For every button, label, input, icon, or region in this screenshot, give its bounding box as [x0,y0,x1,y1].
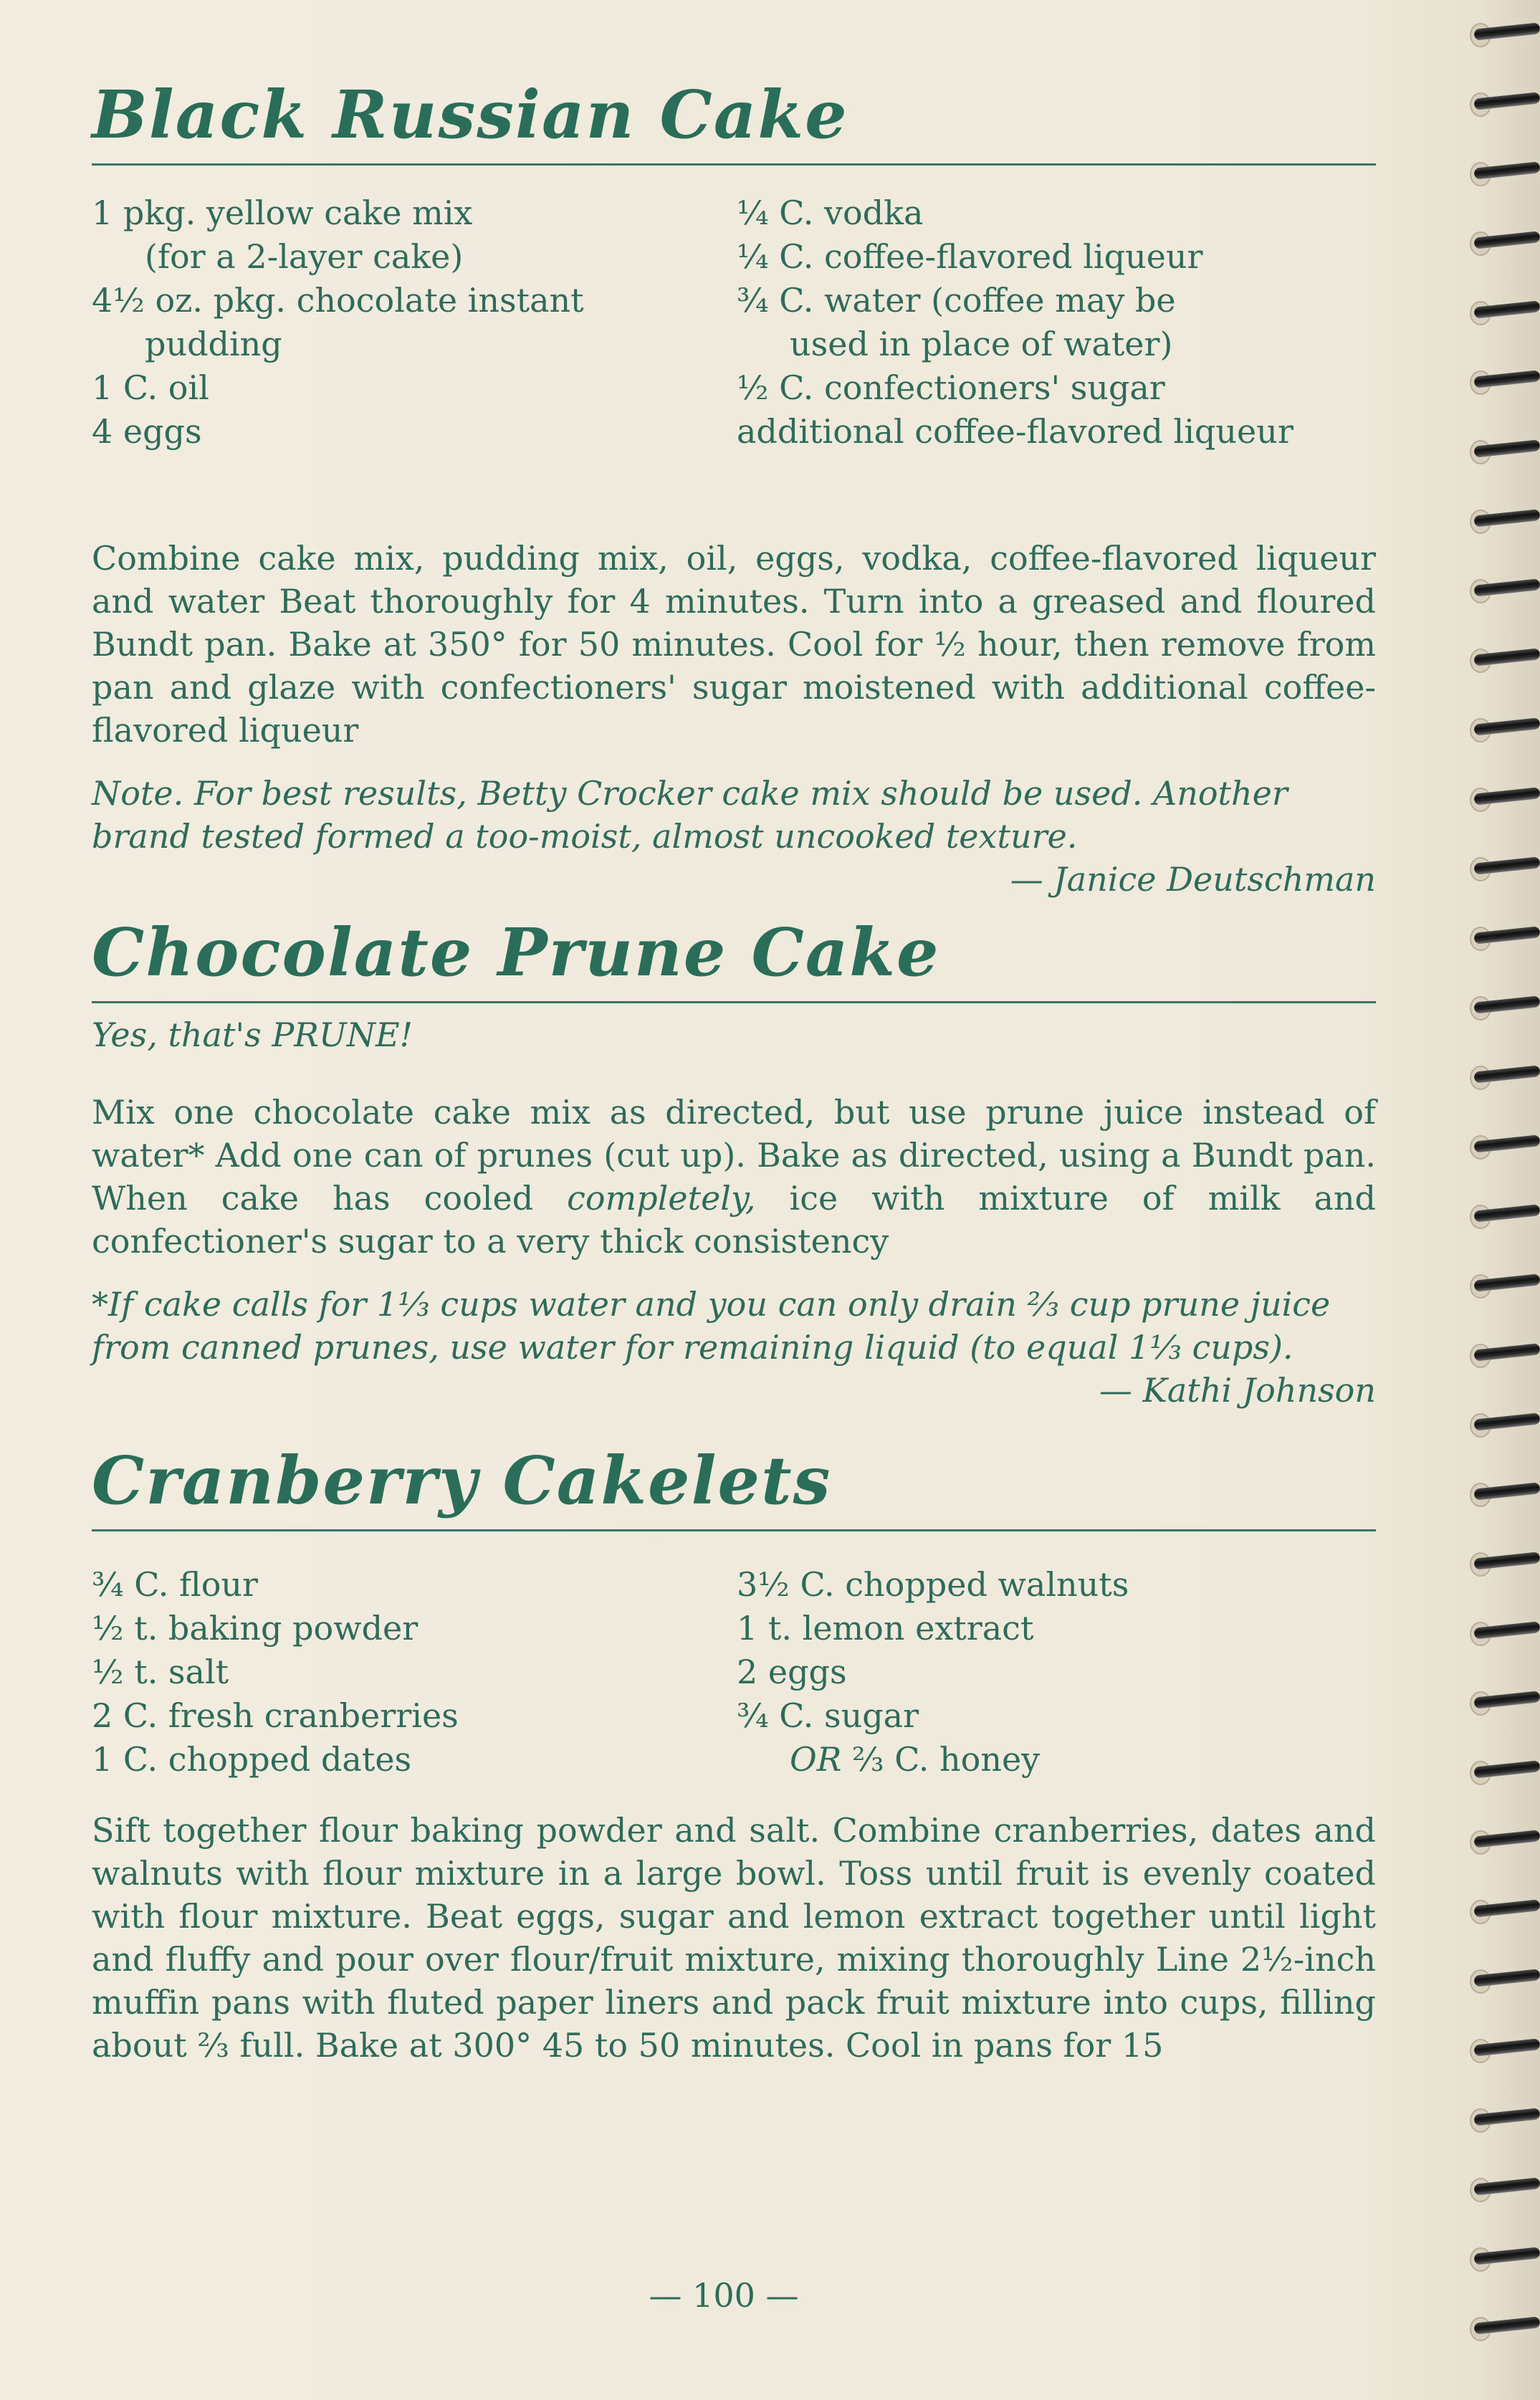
binding-coil [1468,2107,1540,2134]
recipe-subtitle: Yes, that's PRUNE! [92,1015,413,1054]
ingredient-line: 2 eggs [737,1653,847,1691]
alternative-or: OR [790,1740,842,1779]
binding-coil [1468,1342,1540,1369]
binding-coil [1468,717,1540,744]
binding-coil [1468,995,1540,1022]
spiral-binding [1461,21,1540,2386]
ingredient-line: 1 pkg. yellow cake mix [92,193,473,232]
note-chocolate-prune: *If cake calls for 1⅓ cups water and you can only drain ⅔ cup prune juice from canned prunes, use water for remaining liquid (to equal 1⅓ cups). [92,1285,1331,1367]
binding-coil [1468,647,1540,674]
ingredients-left-column [92,1563,737,1782]
ingredient-line: ¼ C. coffee-flavored liqueur [737,237,1203,276]
binding-coil [1468,1968,1540,1995]
alternative-text: ⅔ C. honey [851,1740,1041,1779]
ingredients-right-column [737,1563,1129,1782]
binding-coil [1468,1620,1540,1648]
recipe-title-chocolate-prune: Chocolate Prune Cake [92,914,940,991]
binding-coil [1468,2176,1540,2204]
ingredient-line: 4 eggs [92,412,202,451]
binding-coil [1468,369,1540,396]
binding-coil [1468,91,1540,118]
directions-cranberry: Sift together flour baking powder and salt. Combine cranberries, dates and walnuts with flour mixture in a large bowl. Toss until fruit is evenly coated with flour mixture. Beat eggs, sugar and lemon extract together until light and fluffy and pour over flour/fruit mixture, mixing thoroughly Line 2½-inch muffin pans with fluted paper liners and pack fruit mixture into cups, filling about ⅔ full. Bake at 300° 45 to 50 minutes. Cool in pans for 15 [92,1811,1376,2065]
binding-coil [1468,856,1540,883]
binding-coil [1468,2246,1540,2273]
binding-coil [1468,2037,1540,2065]
title-divider [92,1001,1376,1003]
ingredients-left-column [92,191,737,454]
binding-coil [1468,1064,1540,1091]
ingredients-right-column [737,191,1293,454]
ingredient-line: ½ t. salt [92,1653,229,1691]
binding-coil [1468,2315,1540,2343]
page-number: — 100 — [649,2276,799,2315]
directions-black-russian: Combine cake mix, pudding mix, oil, eggs, vodka, coffee-flavored liqueur and water Beat thoroughly for 4 minutes. Turn into a greased and floured Bundt pan. Bake at 350° for 50 minutes. Cool for ½ hour, then remove from pan and glaze with confectioners' sugar moistened with additional coffee-flavored liqueur [92,539,1376,750]
title-divider [92,1529,1376,1531]
binding-coil [1468,786,1540,813]
ingredient-line: 1 C. oil [92,368,209,407]
recipe-title-cranberry: Cranberry Cakelets [92,1442,832,1519]
author-chocolate-prune: — Kathi Johnson [1099,1371,1376,1410]
directions-emphasis: completely, [567,1179,756,1218]
binding-coil [1468,925,1540,952]
ingredient-line-alternative [737,1738,1129,1782]
binding-coil [1468,508,1540,535]
binding-coil [1468,1412,1540,1439]
ingredient-line: ½ t. baking powder [92,1609,419,1648]
binding-coil [1468,1134,1540,1161]
recipe-title-black-russian: Black Russian Cake [92,76,848,153]
binding-coil [1468,1898,1540,1926]
ingredient-line: ¾ C. flour [92,1565,258,1604]
author-black-russian: — Janice Deutschman [1010,860,1376,899]
binding-coil [1468,1203,1540,1230]
ingredients-black-russian [92,191,1382,454]
directions-text: Mix one chocolate cake mix as directed, but use prune juice instead of water* Add one can of prunes (cut up). Bake as directed, using a Bundt pan. When cake has cooled [92,1093,1376,1218]
binding-coil [1468,578,1540,605]
binding-coil [1468,161,1540,188]
directions-chocolate-prune [92,1091,1376,1263]
binding-coil [1468,1690,1540,1717]
binding-coil [1468,1759,1540,1787]
ingredient-line: ½ C. confectioners' sugar [737,368,1165,407]
ingredient-line: additional coffee-flavored liqueur [737,412,1293,451]
binding-coil [1468,1551,1540,1578]
page-content [92,72,1382,2067]
ingredient-line: 1 C. chopped dates [92,1740,412,1779]
binding-coil [1468,439,1540,466]
ingredient-line: ¾ C. sugar [737,1696,919,1735]
ingredient-line: pudding [145,325,282,363]
ingredient-line: used in place of water) [790,325,1173,363]
ingredient-line: 2 C. fresh cranberries [92,1696,459,1735]
ingredient-line: (for a 2-layer cake) [145,237,464,276]
note-black-russian: Note. For best results, Betty Crocker cake mix should be used. Another brand tested formed a too-moist, almost uncooked texture. [92,774,1288,856]
directions-text: ice with mixture of milk and confectioner's sugar to a very thick consistency [92,1179,1377,1261]
binding-coil [1468,1829,1540,1856]
ingredient-line: 4½ oz. pkg. chocolate instant [92,281,584,320]
ingredient-line: 3½ C. chopped walnuts [737,1565,1129,1604]
ingredient-line: ¼ C. vodka [737,193,924,232]
ingredient-line: ¾ C. water (coffee may be [737,281,1176,320]
binding-coil [1468,21,1540,49]
binding-coil [1468,1481,1540,1509]
title-divider [92,163,1376,166]
binding-coil [1468,300,1540,327]
ingredient-line: 1 t. lemon extract [737,1609,1034,1648]
binding-coil [1468,1273,1540,1300]
binding-coil [1468,230,1540,257]
ingredients-cranberry [92,1563,1382,1782]
